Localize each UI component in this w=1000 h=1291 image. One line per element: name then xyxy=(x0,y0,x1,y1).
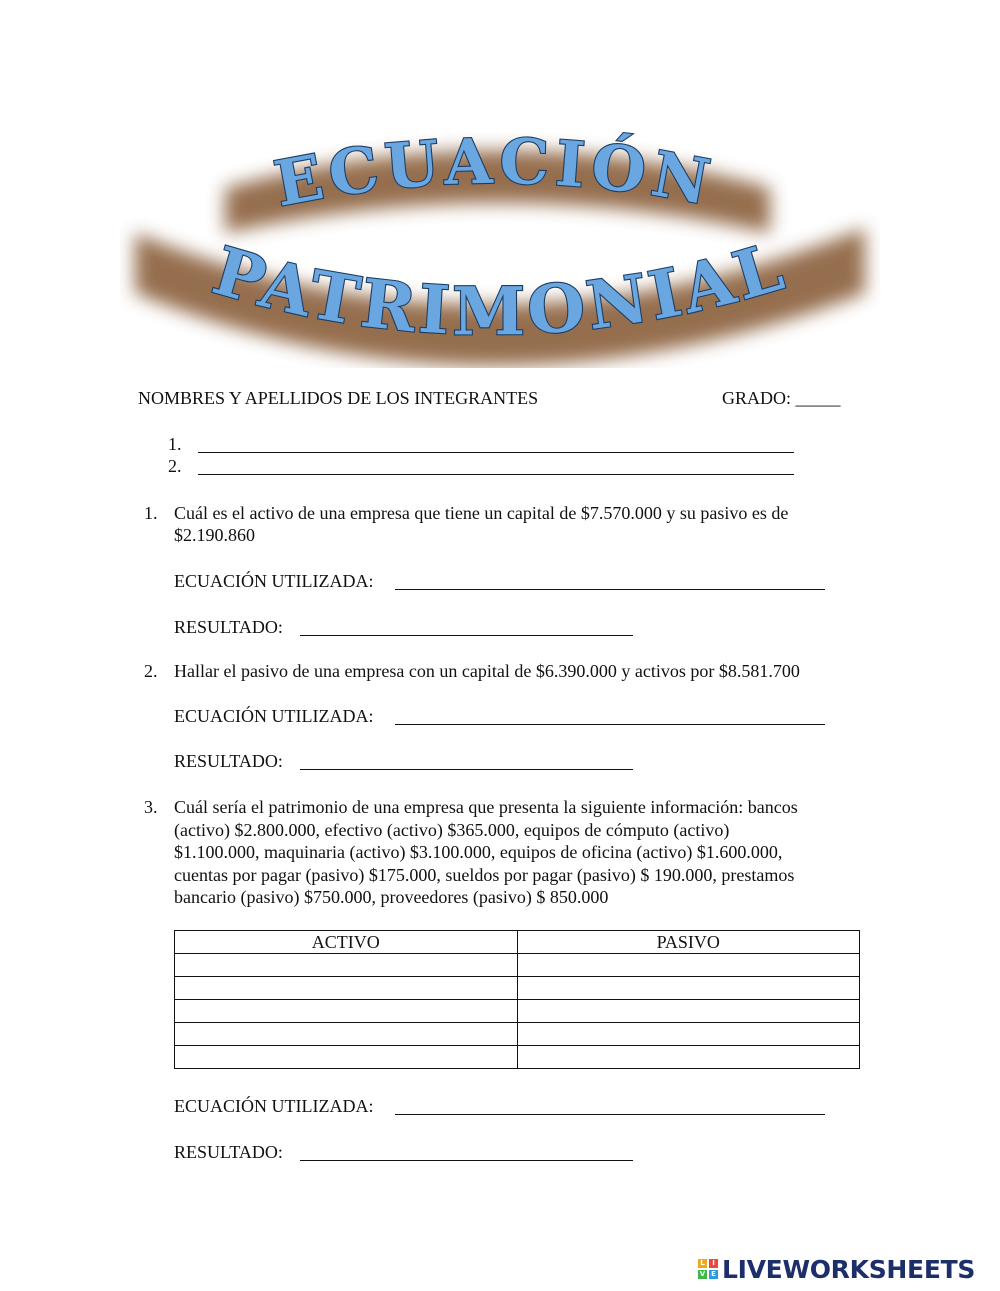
result-input[interactable] xyxy=(300,619,633,636)
result-input[interactable] xyxy=(300,753,633,770)
title-line-1: ECUACIÓN xyxy=(268,124,722,221)
pasivo-cell-input[interactable] xyxy=(517,1023,860,1046)
logo-blocks-icon: L I V E xyxy=(698,1259,718,1279)
names-label: NOMBRES Y APELLIDOS DE LOS INTEGRANTES xyxy=(138,388,539,408)
table-row xyxy=(175,1000,860,1023)
result-label: RESULTADO: xyxy=(174,617,283,637)
pasivo-cell-input[interactable] xyxy=(517,977,860,1000)
question-text: Cuál sería el patrimonio de una empresa que presenta la siguiente información: bancos xyxy=(174,797,798,817)
pasivo-cell-input[interactable] xyxy=(517,954,860,977)
grade-field[interactable]: GRADO: _____ xyxy=(722,388,841,408)
activo-cell-input[interactable] xyxy=(175,954,518,977)
question-text: (activo) $2.800.000, efectivo (activo) $365.000, equipos de cómputo (activo) xyxy=(174,820,730,840)
activo-pasivo-table xyxy=(174,930,860,1069)
activo-cell-input[interactable] xyxy=(175,1046,518,1069)
question-text: cuentas por pagar (pasivo) $175.000, sueldos por pagar (pasivo) $ 190.000, prestamos xyxy=(174,865,795,885)
question-text: $2.190.860 xyxy=(174,525,255,545)
member-number: 1. xyxy=(168,434,182,454)
liveworksheets-logo xyxy=(698,1254,975,1284)
question-text: Cuál es el activo de una empresa que tiene un capital de $7.570.000 y su pasivo es de xyxy=(174,503,789,523)
table-row xyxy=(175,1023,860,1046)
member-name-input[interactable] xyxy=(198,458,794,475)
question-number: 3. xyxy=(144,797,158,817)
title-line-2: PATRIMONIAL xyxy=(204,226,796,351)
table-row xyxy=(175,1046,860,1069)
equation-input[interactable] xyxy=(395,708,825,725)
table-row xyxy=(175,977,860,1000)
activo-cell-input[interactable] xyxy=(175,1000,518,1023)
equation-label: ECUACIÓN UTILIZADA: xyxy=(174,706,374,726)
column-header-activo: ACTIVO xyxy=(175,931,518,954)
equation-label: ECUACIÓN UTILIZADA: xyxy=(174,571,374,591)
question-text: Hallar el pasivo de una empresa con un capital de $6.390.000 y activos por $8.581.700 xyxy=(174,661,800,681)
member-name-input[interactable] xyxy=(198,436,794,453)
question-text: bancario (pasivo) $750.000, proveedores (pasivo) $ 850.000 xyxy=(174,887,609,907)
result-label: RESULTADO: xyxy=(174,1142,283,1162)
equation-input[interactable] xyxy=(395,573,825,590)
activo-cell-input[interactable] xyxy=(175,977,518,1000)
equation-label: ECUACIÓN UTILIZADA: xyxy=(174,1096,374,1116)
question-number: 1. xyxy=(144,503,158,523)
title-wordart xyxy=(120,118,880,368)
logo-text: LIVEWORKSHEETS xyxy=(722,1254,976,1284)
result-label: RESULTADO: xyxy=(174,751,283,771)
question-text: $1.100.000, maquinaria (activo) $3.100.000, equipos de oficina (activo) $1.600.000, xyxy=(174,842,783,862)
question-number: 2. xyxy=(144,661,158,681)
result-input[interactable] xyxy=(300,1144,633,1161)
equation-input[interactable] xyxy=(395,1098,825,1115)
column-header-pasivo: PASIVO xyxy=(517,931,860,954)
table-header-row xyxy=(175,931,860,954)
pasivo-cell-input[interactable] xyxy=(517,1000,860,1023)
activo-cell-input[interactable] xyxy=(175,1023,518,1046)
member-number: 2. xyxy=(168,456,182,476)
pasivo-cell-input[interactable] xyxy=(517,1046,860,1069)
table-row xyxy=(175,954,860,977)
